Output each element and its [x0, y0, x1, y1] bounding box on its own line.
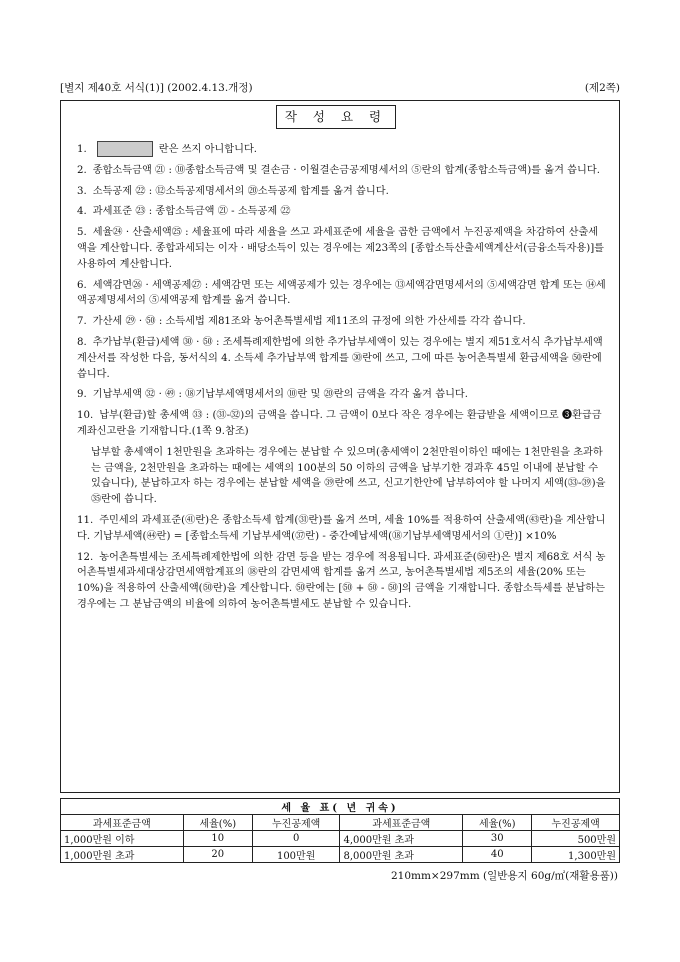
- instruction-item: [77, 163, 607, 179]
- header-cell: 과세표준금액: [340, 815, 463, 831]
- header-cell: 과세표준금액: [61, 815, 184, 831]
- item-text: 농어촌특별세는 조세특례제한법에 의한 감면 등을 받는 경우에 적용됩니다. 과세표준(㊿란)은 별지 제68호 서식 농어촌특별세과세대상감면세액합계표의 ⑱란의 감면세액 합계를 옮겨 쓰고, 농어촌특별세법 제5조의 세율(20% 또는 10%)을 적용하여 산출세액(㊿란)을 계산합니다. ㊿란에는 [㊿ + ㊿ - ㊿]의 금액을 기재합니다. 종합소득세를 분납하는 경우에는 그 분납금액의 비율에 의하여 농어촌특별세도 분납할 수 있습니다.: [77, 551, 606, 610]
- table-cell: 1,300만원: [532, 847, 620, 863]
- item-text: 소득공제 ㉒ : ⑫소득공제명세서의 ⑳소득공제 합계를 옮겨 씁니다.: [92, 185, 389, 197]
- table-title: 세 율 표( 년 귀속): [61, 799, 620, 815]
- item-number: 12.: [77, 551, 94, 563]
- table-cell: 40: [463, 847, 532, 863]
- instruction-item: [77, 408, 607, 440]
- table-cell: 100만원: [252, 847, 340, 863]
- item-number: 11.: [77, 514, 94, 526]
- instruction-item: [77, 513, 607, 545]
- blank-field-box: [97, 141, 153, 157]
- header-cell: 누진공제액: [252, 815, 340, 831]
- table-cell: 4,000만원 초과: [340, 831, 463, 847]
- item-text: 납부할 총세액이 1천만원을 초과하는 경우에는 분납할 수 있으며(총세액이 2천만원이하인 때에는 1천만원을 초과하는 금액을, 2천만원을 초과하는 때에는 세액의 100분의 50 이하의 금액을 납부기한 경과후 45일 이내에 분납할 수 있습니다), 분납하고자 하는 경우에는 분납할 세액을 ㊴란에 쓰고, 신고기한안에 납부하여야 할 나머지 세액(㉝-㊴)을 ㉟란에 씁니다.: [91, 446, 606, 506]
- item-number: 5.: [77, 227, 87, 239]
- item-number: 9.: [77, 389, 87, 401]
- form-header: [60, 80, 620, 95]
- instructions-title: 작 성 요 령: [276, 105, 396, 129]
- item-text: 란은 쓰지 아니합니다.: [158, 144, 258, 155]
- table-cell: 1,000만원 초과: [61, 847, 184, 863]
- table-row: [61, 831, 620, 847]
- table-header-row: [61, 815, 620, 831]
- instruction-item: [77, 335, 607, 382]
- instruction-item: [77, 184, 607, 200]
- item-text: 추가납부(환급)세액 ㉚ · ㊿ : 조세특례제한법에 의한 추가납부세액이 있는 경우에는 별지 제51호서식 추가납부세액계산서를 작성한 다음, 동서식의 4. 소득세 추가납부액 합계를 ㉚란에 쓰고, 그에 따른 농어촌특별세 환급세액을 ㊿란에 씁니다.: [77, 336, 603, 380]
- item-number: 1.: [77, 144, 87, 155]
- item-number: 3.: [77, 185, 87, 197]
- item-text: 가산세 ㉙ · ㊿ : 소득세법 제81조와 농어촌특별세법 제11조의 규정에 의한 가산세를 각각 씁니다.: [92, 316, 526, 328]
- item-text: 세액감면㉖ · 세액공제㉗ : 세액감면 또는 세액공제가 있는 경우에는 ⑬세액감면명세서의 ⑤세액감면 합계 또는 ⑭세액공제명세서의 ⑤세액공제 합계를 옮겨 씁니다.: [77, 279, 606, 307]
- instruction-item: [77, 278, 607, 310]
- instruction-item: [77, 550, 607, 613]
- instruction-item: [77, 141, 607, 158]
- item-text: 주민세의 과세표준(㊶란)은 종합소득세 합계(㉛란)를 옮겨 쓰며, 세율 10%를 적용하여 산출세액(㊸란)을 계산합니다. 기납부세액(㊹란) = [종합소득세 기납부세액(㊲란) - 중간예납세액(⑱기납부세액명세서의 ①란)] ×10%: [77, 514, 606, 542]
- table-cell: 10: [183, 831, 252, 847]
- item-number: 10.: [77, 410, 94, 422]
- table-cell: 20: [183, 847, 252, 863]
- table-cell: 0: [252, 831, 340, 847]
- item-text: 종합소득금액 ㉑ : ⑩종합소득금액 및 결손금 · 이월결손금공제명세서의 ⑤란의 합계(종합소득금액)를 옮겨 씁니다.: [92, 164, 600, 176]
- header-cell: 세율(%): [183, 815, 252, 831]
- table-row: [61, 847, 620, 863]
- table-cell: 500만원: [532, 831, 620, 847]
- item-number: 2.: [77, 164, 87, 176]
- instruction-item: [77, 387, 607, 403]
- instructions-frame: [60, 100, 620, 793]
- paper-spec: 210mm×297mm (일반용지 60g/㎡(재활용품)): [390, 870, 618, 882]
- instruction-item: [91, 445, 607, 508]
- item-text: 납부(환급)할 총세액 ㉝ : (㉛-㉜)의 금액을 씁니다. 그 금액이 0보다 작은 경우에는 환급받을 세액이므로 ❸환급금 계좌신고란을 기재합니다.(1쪽 9.참조): [77, 410, 602, 437]
- item-text: 과세표준 ㉓ : 종합소득금액 ㉑ - 소득공제 ㉒: [92, 206, 291, 218]
- tax-rate-table: [60, 798, 620, 863]
- item-number: 8.: [77, 336, 87, 348]
- header-cell: 세율(%): [463, 815, 532, 831]
- table-cell: 8,000만원 초과: [340, 847, 463, 863]
- item-number: 7.: [77, 316, 87, 328]
- item-text: 세율㉔ · 산출세액㉕ : 세율표에 따라 세율을 쓰고 과세표준에 세율을 곱한 금액에서 누진공제액을 차감하여 산출세액을 계산합니다. 종합과세되는 이자 · 배당소득이 있는 경우에는 제23쪽의 [종합소득산출세액계산서(금융소득자용)]를 사용하여 계산합니다.: [77, 227, 605, 270]
- instruction-item: [77, 204, 607, 220]
- form-code: [별지 제40호 서식(1)] (2002.4.13.개정): [60, 82, 253, 94]
- instruction-item: [77, 225, 607, 272]
- item-text: 기납부세액 ㉜ · ㊾ : ⑱기납부세액명세서의 ⑩란 및 ⑳란의 금액을 각각 옮겨 씁니다.: [92, 389, 468, 401]
- table-cell: 1,000만원 이하: [61, 831, 184, 847]
- instruction-list: [77, 141, 607, 618]
- page-number: (제2쪽): [584, 82, 620, 94]
- table-cell: 30: [463, 831, 532, 847]
- header-cell: 누진공제액: [532, 815, 620, 831]
- instruction-item: [77, 314, 607, 330]
- item-number: 6.: [77, 279, 87, 291]
- item-number: 4.: [77, 206, 87, 218]
